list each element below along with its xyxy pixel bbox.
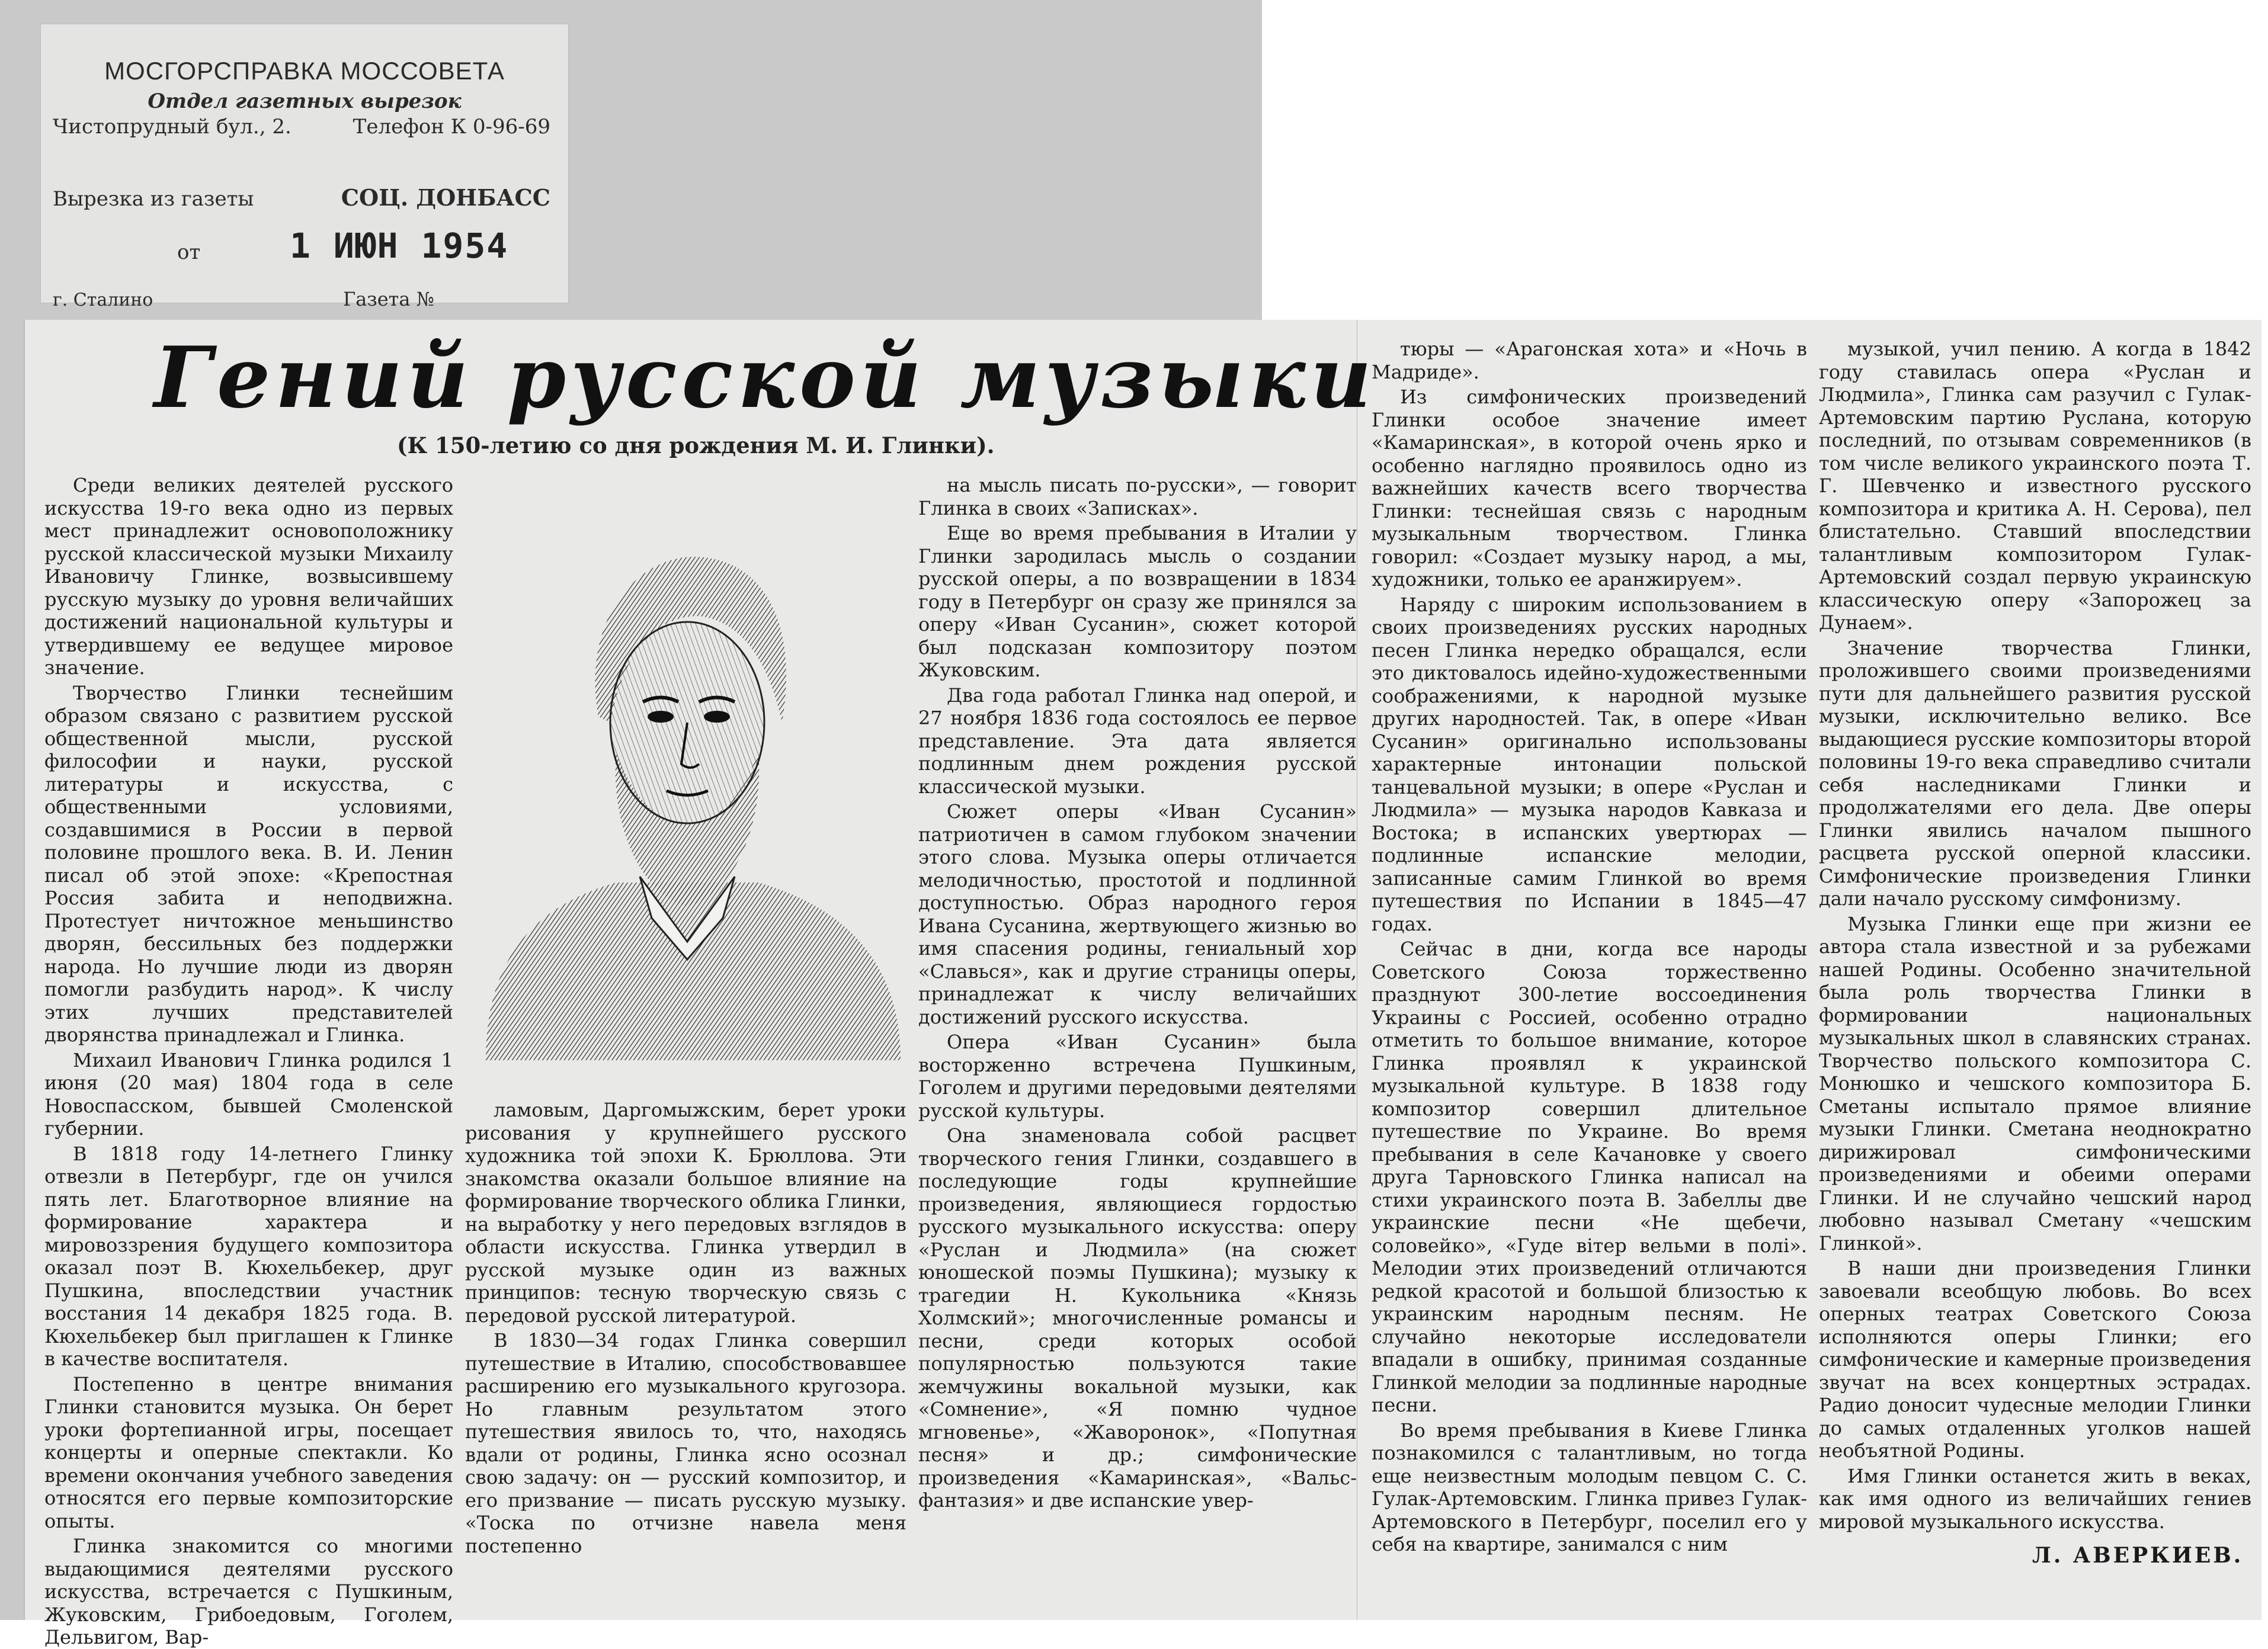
city-label: г. Сталино [53, 290, 153, 310]
paragraph: В наши дни произведения Глинки завоевали всеобщую любовь. Во всех оперных театрах Советского Союза исполняются оперы Глинки; его симфонические и камерные произведения звучат на всех концертных эстрадах. Радио доносит чудесные мелодии Глинки до самых отдаленных уголков нашей необъятной Родины. [1819, 1257, 2251, 1462]
paragraph: Музыка Глинки еще при жизни ее автора стала известной и за рубежами нашей Родины. Особенно значительной была роль творчества Глинки в формировании национальных музыкальных школ в славянских странах. Творчество польского композитора С. Монюшко и чешского композитора Б. Сметаны испытало прямое влияние музыки Глинки. Сметана неоднократно дирижировал симфоническими произведениями и обеими операми Глинки. И не случайно чешский народ любовно называл Сметану «чешским Глинкой». [1819, 912, 2251, 1255]
article-author: Л. АВЕРКИЕВ. [2032, 1543, 2244, 1568]
paragraph: Еще во время пребывания в Италии у Глинки зародилась мысль о создании русской оперы, а по возвращении в 1834 году в Петербург он сразу же принялся за оперу «Иван Сусанин», сюжет которой был подсказан композитору поэтом Жуковским. [918, 522, 1357, 681]
paragraph: Имя Глинки останется жить в веках, как имя одного из величайших гениев мировой музыкального искусства. [1819, 1464, 2251, 1533]
glinka-portrait [462, 468, 912, 1060]
date-stamp: 1 ИЮН 1954 [290, 226, 509, 266]
paragraph: Глинка знакомится со многими выдающимися деятелями русского искусства, встречается с Пушкиным, Жуковским, Грибоедовым, Гоголем, Дельвигом, Вар- [44, 1535, 453, 1648]
gazette-number-label: Газета № [343, 288, 434, 310]
paragraph: Два года работал Глинка над оперой, и 27 ноября 1836 года состоялось ее первое представление. Эта дата является подлинным днем рождения русской классической музыки. [918, 684, 1357, 798]
paragraph: Сейчас в дни, когда все народы Советского Союза торжественно празднуют 300-летие воссоединения Украины с Россией, особенно отрадно отметить то большое внимание, которое Глинка проявлял к украинской музыкальной культуре. В 1838 году композитор совершил длительное путешествие по Украине. Во время пребывания в селе Качановке у своего друга Тарновского Глинка написал на стихи украинского поэта В. Забеллы две украинские песни «Не щебечи, соловейко», «Гуде вітер вельми в полі». Мелодии этих произведений отличаются редкой красотой и большой близостью к украинским народным песням. Не случайно некоторые исследователи впадали в ошибку, принимая созданные Глинкой мелодии за подлинные народные песни. [1372, 938, 1807, 1416]
agency-phone: Телефон К 0-96-69 [353, 115, 550, 139]
article-column-4 [1372, 338, 1807, 1605]
paragraph: Наряду с широким использованием в своих произведениях русских народных песен Глинка нередко обращался, если это диктовалось идейно-художественными соображениями, к народной музыке других народностей. Так, в опере «Иван Сусанин» оригинально использованы характерные интонации польской танцевальной музыки; в опере «Руслан и Людмила» — музыка народов Кавказа и Востока; в испанских увертюрах — подлинные испанские мелодии, записанные самим Глинкой во время путешествия по Испании в 1845—47 годах. [1372, 593, 1807, 935]
paragraph: Творчество Глинки теснейшим образом связано с развитием русской общественной мысли, русской философии и науки, русской литературы и искусства, с общественными условиями, создавшимися в России в первой половине прошлого века. В. И. Ленин писал об этой эпохе: «Крепостная Россия забита и неподвижна. Протестует ничтожное меньшинство дворян, бессильных без поддержки народа. Но лучшие люди из дворян помогли разбудить народ». К числу этих лучших представителей дворянства принадлежал и Глинка. [44, 681, 453, 1046]
date-prefix: от [177, 240, 201, 264]
paragraph: ламовым, Даргомыжским, берет уроки рисования у крупнейшего русского художника той эпохи К. Брюллова. Эти знакомства оказали большое влияние на формирование творческого облика Глинки, на выработку у него передовых взглядов в области искусства. Глинка утвердил в русской музыке один из важных принципов: тесную творческую связь с передовой русской литературой. [465, 1099, 906, 1327]
article-subtitle: (К 150-летию со дня рождения М. И. Глинки). [397, 432, 995, 458]
agency-name: МОСГОРСПРАВКА МОССОВЕТА [104, 57, 505, 85]
paragraph: тюры — «Арагонская хота» и «Ночь в Мадриде». [1372, 338, 1807, 383]
paragraph: Михаил Иванович Глинка родился 1 июня (20 мая) 1804 года в селе Новоспасском, бывшей Смоленской губернии. [44, 1048, 453, 1140]
article-column-2 [465, 1099, 906, 1587]
agency-department: Отдел газетных вырезок [148, 89, 462, 113]
paragraph: музыкой, учил пению. А когда в 1842 году ставилась опера «Руслан и Людмила», Глинка сам разучил с Гулак-Артемовским партию Руслана, которую последний, по отзывам современников (в том числе великого украинского поэта Т. Г. Шевченко и известного русского композитора и критика А. Н. Серова), пел блистательно. Ставший впоследствии талантливым композитором Гулак-Артемовский создал первую украинскую классическую оперу «Запорожец за Дунаем». [1819, 338, 2251, 634]
paragraph: Среди великих деятелей русского искусства 19-го века одно из первых мест принадлежит основоположнику русской классической музыки Михаилу Ивановичу Глинке, возвысившему русскую музыку до уровня величайших достижений национальной культуры и утвердившему ее ведущее мировое значение. [44, 474, 453, 679]
paragraph: Постепенно в центре внимания Глинки становится музыка. Он берет уроки фортепианной игры, посещает концерты и оперные спектакли. Ко времени окончания учебного заведения относятся его первые композиторские опыты. [44, 1372, 453, 1532]
scan-backdrop-left [0, 332, 24, 1620]
article-title: Гений русской музыки [154, 329, 1376, 427]
agency-label [40, 24, 569, 310]
paragraph: В 1818 году 14-летнего Глинку отвезли в Петербург, где он учился пять лет. Благотворное влияние на формирование характера и мировоззрения будущего композитора оказал поэт В. Кюхельбекер, друг Пушкина, впоследствии участник восстания 14 декабря 1825 года. В. Кюхельбекер был приглашен к Глинке в качестве воспитателя. [44, 1142, 453, 1370]
paragraph: Она знаменовала собой расцвет творческого гения Глинки, создавшего в последующие годы крупнейшие произведения, являющиеся гордостью русского музыкального искусства: оперу «Руслан и Людмила» (на сюжет юношеской поэмы Пушкина); музыку к трагедии Н. Кукольника «Князь Холмский»; многочисленные романсы и песни, среди которых особой популярностью пользуются такие жемчужины вокальной музыки, как «Сомнение», «Я помню чудное мгновенье», «Жаворонок», «Попутная песня» и др.; симфонические произведения «Камаринская», «Вальс-фантазия» и две испанские увер- [918, 1124, 1357, 1512]
paragraph: Во время пребывания в Киеве Глинка познакомился с талантливым, но тогда еще неизвестным молодым певцом С. С. Гулак-Артемовским. Глинка привез Гулак-Артемовского в Петербург, поселил его у себя на квартире, занимался с ним [1372, 1419, 1807, 1555]
paragraph: на мысль писать по-русски», — говорит Глинка в своих «Записках». [918, 474, 1357, 519]
agency-address: Чистопрудный бул., 2. [53, 115, 291, 139]
paragraph: Из симфонических произведений Глинки особое значение имеет «Камаринская», в которой очень ярко и особенно наглядно проявилось одно из важнейших качеств всего творчества Глинки: теснейшая связь с народным музыкальным творчеством. Глинка говорил: «Создает музыку народ, а мы, художники, только ее аранжируем». [1372, 386, 1807, 591]
article-column-5 [1819, 338, 2251, 1540]
newspaper-name: СОЦ. ДОНБАСС [341, 184, 550, 211]
paragraph: Сюжет оперы «Иван Сусанин» патриотичен в самом глубоком значении этого слова. Музыка оперы отличается мелодичностью, простотой и подлинной доступностью. Образ народного героя Ивана Сусанина, жертвующего жизнью во имя спасения родины, гениальный хор «Славься», как и другие страницы оперы, принадлежат к числу величайших достижений русского искусства. [918, 800, 1357, 1028]
paragraph: В 1830—34 годах Глинка совершил путешествие в Италию, способствовавшее расширению его музыкального кругозора. Но главным результатом этого путешествия явилось то, что, находясь вдали от родины, Глинка ясно осознал свою задачу: он — русский композитор, и его призвание — писать русскую музыку. «Тоска по отчизне навела меня постепенно [465, 1329, 906, 1557]
clipping-from-label: Вырезка из газеты [53, 187, 254, 211]
article-column-1 [44, 474, 453, 1648]
paragraph: Значение творчества Глинки, проложившего своими произведениями пути для дальнейшего развития русской музыки, исключительно велико. Все выдающиеся русские композиторы второй половины 19-го века справедливо считали себя наследниками Глинки и продолжателями его дела. Две оперы Глинки явились началом пышного расцвета русской оперной классики. Симфонические произведения Глинки дали начало русскому симфонизму. [1819, 636, 2251, 910]
paragraph: Опера «Иван Сусанин» была восторженно встречена Пушкиным, Гоголем и другими передовыми деятелями русской культуры. [918, 1031, 1357, 1122]
article-column-3 [918, 474, 1357, 1587]
